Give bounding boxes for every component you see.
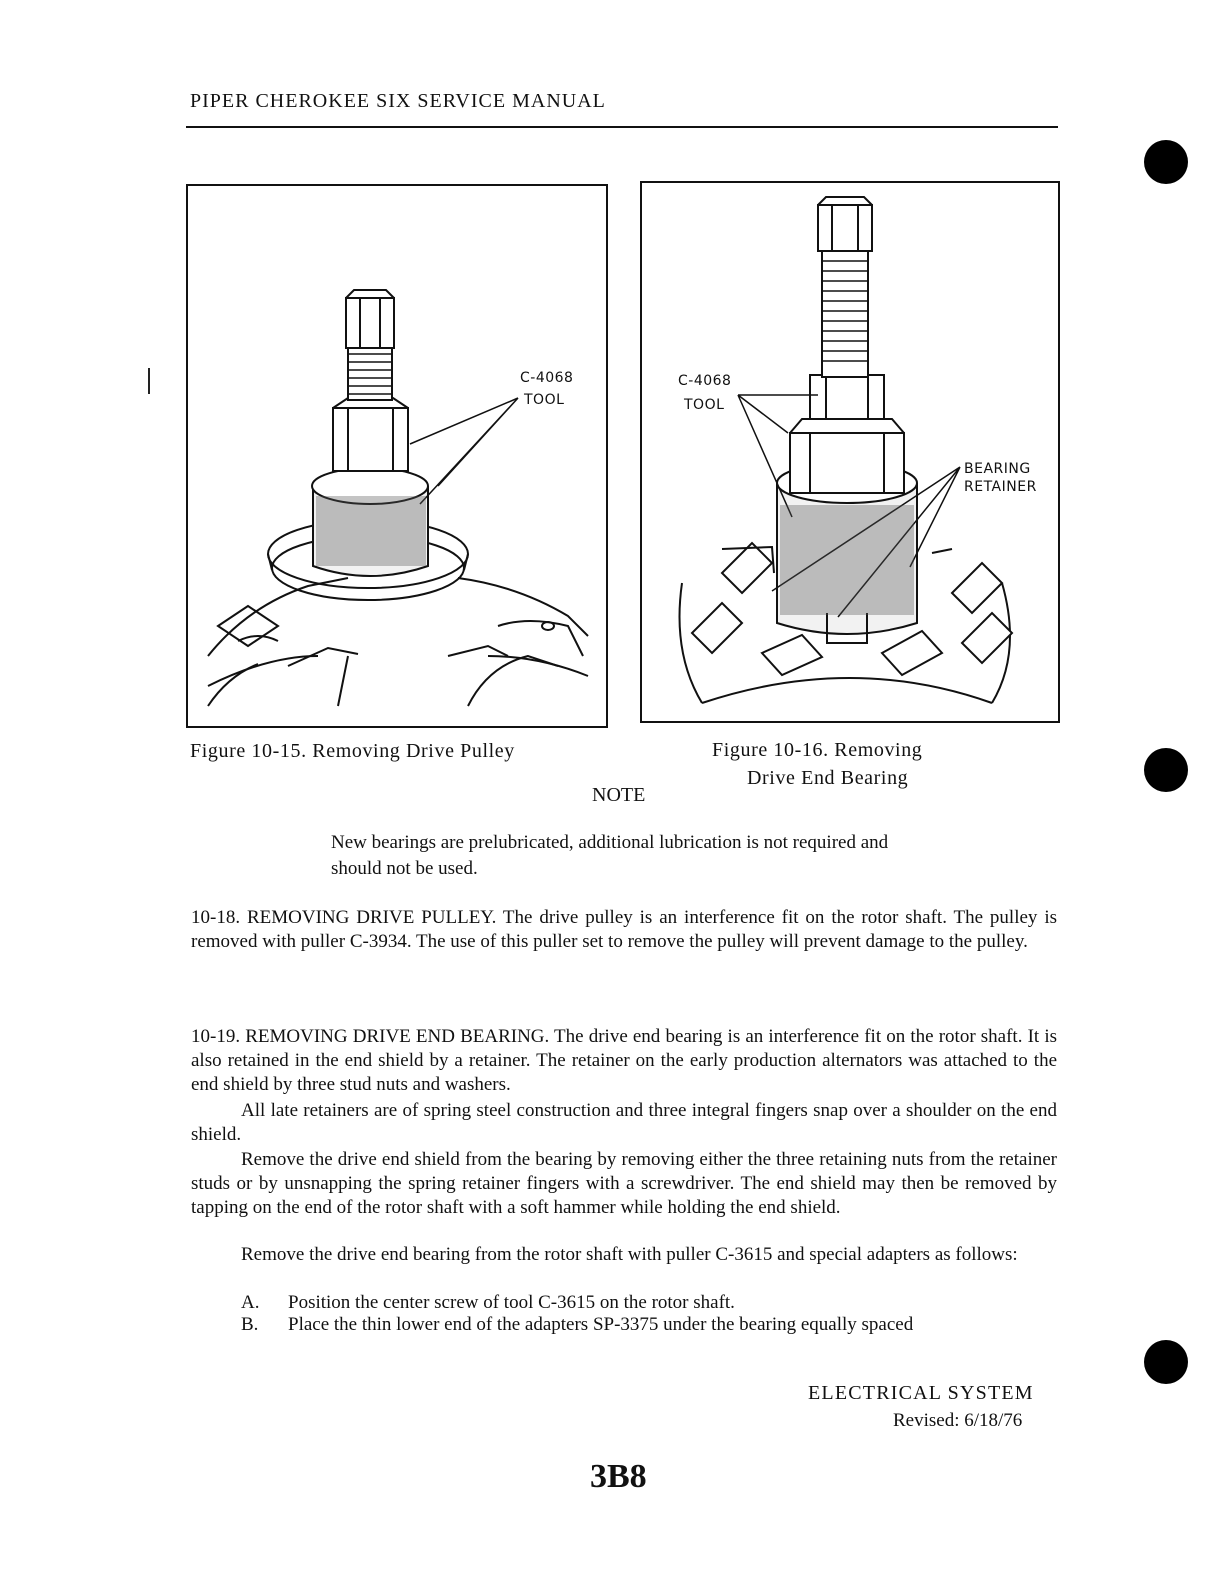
drive-end-bearing-puller-drawing (642, 183, 1058, 721)
body-paragraph: Remove the drive end shield from the bearing by removing either the three retaining nuts from the retainer studs or by unsnapping the spring retainer fingers with a screwdriver. The end shield may then be removed by tapping on the end of the rotor shaft with a soft hammer while holding the end shield. (191, 1149, 1057, 1218)
footer-section-name: ELECTRICAL SYSTEM (808, 1382, 1034, 1404)
figure-caption (712, 736, 922, 792)
callout-tool-word: TOOL (684, 397, 725, 413)
step-letter: A. (241, 1292, 260, 1313)
section-10-19-paragraph: 10-19. REMOVING DRIVE END BEARING. The drive end bearing is an interference fit on the rotor shaft. It is also retained in the end shield by a retainer. The retainer on the early production alternators was attached to the end shield by three stud nuts and washers. (191, 1026, 1057, 1095)
figure-caption-line: Figure 10-16. Removing (712, 739, 923, 761)
callout-tool-code: C-4068 (520, 370, 574, 386)
figure-10-15-illustration (186, 184, 608, 728)
figure-caption-line: Drive End Bearing (747, 767, 909, 789)
procedure-step (241, 1313, 1061, 1337)
step-text: Position the center screw of tool C-3615 on the rotor shaft. (288, 1292, 735, 1313)
callout-tool-word: TOOL (524, 392, 565, 408)
callout-retainer-line2: RETAINER (964, 479, 1037, 495)
binder-hole (1144, 748, 1188, 792)
note-heading: NOTE (592, 784, 646, 806)
revision-bar (148, 368, 150, 394)
step-text: Place the thin lower end of the adapters SP-3375 under the bearing equally spaced (288, 1314, 914, 1335)
header-rule (186, 126, 1058, 128)
drive-pulley-puller-drawing (188, 186, 606, 726)
procedure-step (241, 1291, 1061, 1315)
binder-hole (1144, 1340, 1188, 1384)
step-letter: B. (241, 1314, 259, 1335)
page-number: 3B8 (590, 1458, 647, 1495)
footer-revision-date: Revised: 6/18/76 (893, 1410, 1023, 1431)
body-paragraph: Remove the drive end bearing from the rotor shaft with puller C-3615 and special adapters as follows: (241, 1244, 1018, 1265)
section-10-18-paragraph: 10-18. REMOVING DRIVE PULLEY. The drive pulley is an interference fit on the rotor shaft. The pulley is removed with puller C-3934. The use of this puller set to remove the pulley will prevent damage to the pulley. (191, 907, 1057, 952)
callout-retainer-line1: BEARING (964, 461, 1031, 477)
figure-caption: Figure 10-15. Removing Drive Pulley (190, 740, 515, 762)
binder-hole (1144, 140, 1188, 184)
note-text: New bearings are prelubricated, additional lubrication is not required and should not be used. (331, 832, 889, 879)
figure-10-16-illustration (640, 181, 1060, 723)
manual-title: PIPER CHEROKEE SIX SERVICE MANUAL (190, 90, 606, 112)
body-paragraph: All late retainers are of spring steel construction and three integral fingers snap over a shoulder on the end shield. (191, 1100, 1057, 1145)
callout-tool-code: C-4068 (678, 373, 732, 389)
